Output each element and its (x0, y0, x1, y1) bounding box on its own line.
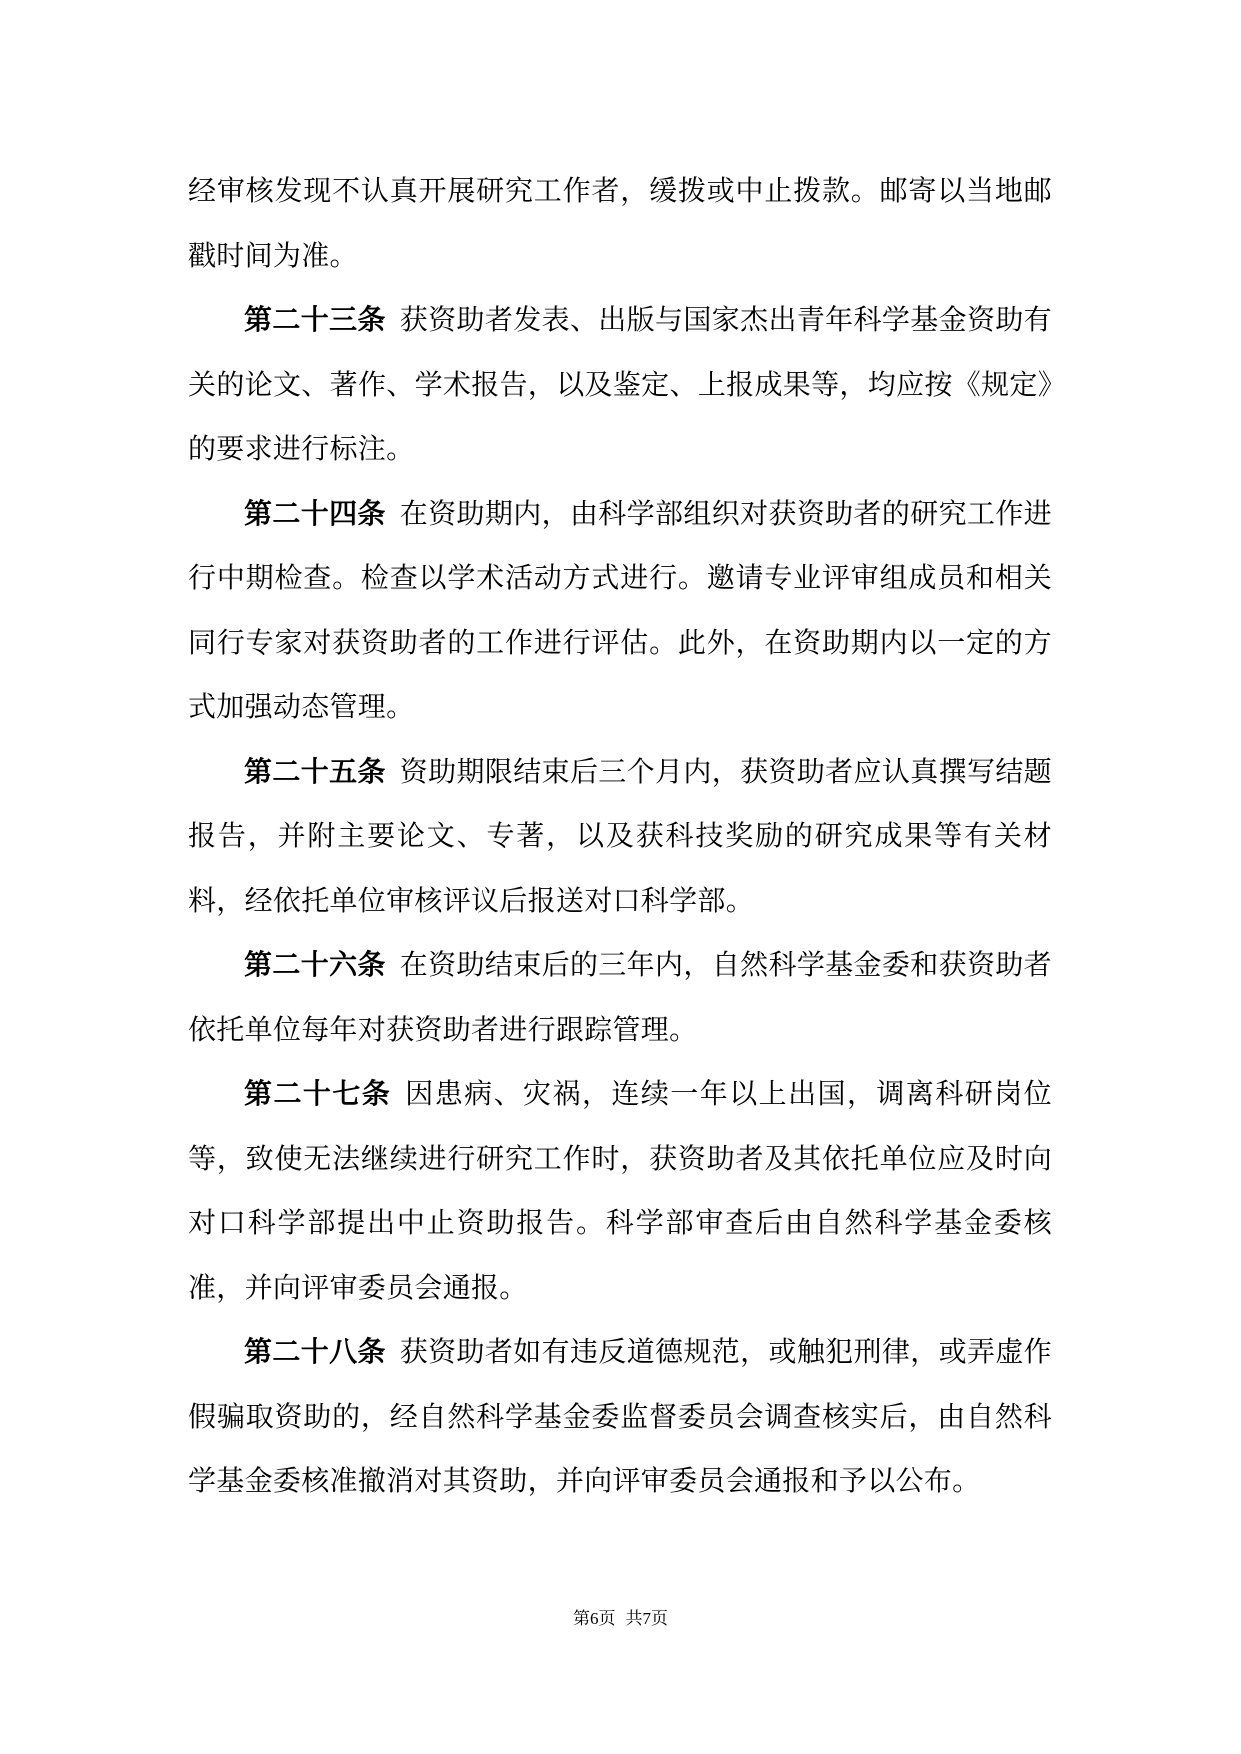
page-label-prefix: 第 (573, 1609, 590, 1628)
document-body (188, 159, 1052, 1514)
paragraph-text: 因患病、灾祸，连续一年以上出国，调离科研岗位等，致使无法继续进行研究工作时，获资助者及其依托单位应及时向对口科学部提出中止资助报告。科学部审查后由自然科学基金委核准，并向评审委员会通报。 (188, 1077, 1052, 1304)
article-23 (188, 288, 1052, 482)
paragraph-text: 在资助结束后的三年内，自然科学基金委和获资助者依托单位每年对获资助者进行跟踪管理。 (188, 948, 1052, 1046)
article-25 (188, 740, 1052, 934)
page-label-suffix: 页 (598, 1609, 616, 1628)
article-27 (188, 1062, 1052, 1320)
article-26 (188, 933, 1052, 1062)
paragraph-text: 资助期限结束后三个月内，获资助者应认真撰写结题报告，并附主要论文、专著，以及获科技奖励的研究成果等有关材料，经依托单位审核评议后报送对口科学部。 (188, 754, 1052, 917)
total-pages-number: 7 (642, 1609, 651, 1628)
paragraph-text: 在资助期内，由科学部组织对获资助者的研究工作进行中期检查。检查以学术活动方式进行。邀请专业评审组成员和相关同行专家对获资助者的工作进行评估。此外，在资助期内以一定的方式加强动态管理。 (188, 496, 1052, 723)
total-label-suffix: 页 (651, 1609, 668, 1628)
total-label-prefix: 共 (625, 1609, 643, 1628)
article-28 (188, 1320, 1052, 1514)
article-number: 第二十三条 (244, 303, 386, 336)
paragraph-continuation (188, 159, 1052, 288)
paragraph-text: 获资助者发表、出版与国家杰出青年科学基金资助有关的论文、著作、学术报告，以及鉴定、上报成果等，均应按《规定》的要求进行标注。 (188, 303, 1052, 465)
paragraph-text: 获资助者如有违反道德规范，或触犯刑律，或弄虚作假骗取资助的，经自然科学基金委监督委员会调查核实后，由自然科学基金委核准撤消对其资助，并向评审委员会通报和予以公布。 (188, 1335, 1052, 1497)
paragraph-text: 经审核发现不认真开展研究工作者，缓拨或中止拨款。邮寄以当地邮戳时间为准。 (188, 174, 1052, 272)
article-number: 第二十五条 (244, 754, 386, 788)
article-number: 第二十七条 (244, 1077, 392, 1110)
article-number: 第二十八条 (244, 1335, 386, 1368)
article-24 (188, 482, 1052, 740)
current-page-number: 6 (590, 1609, 599, 1628)
page-footer (0, 1607, 1241, 1631)
article-number: 第二十六条 (244, 948, 386, 981)
article-number: 第二十四条 (244, 496, 386, 530)
